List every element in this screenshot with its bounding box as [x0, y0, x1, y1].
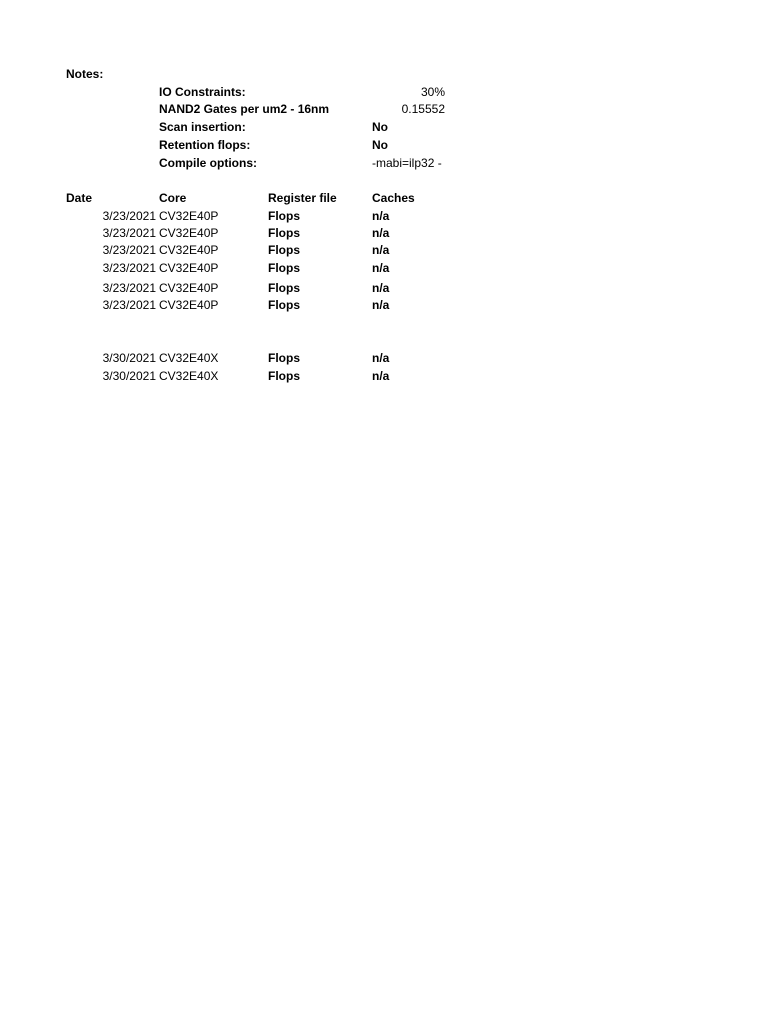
table-row-caches: n/a — [372, 243, 390, 257]
table-row-register-file: Flops — [268, 226, 300, 240]
table-row-core: CV32E40P — [159, 243, 219, 257]
table-row-date: 3/23/2021 — [102, 281, 156, 295]
table-row-date: 3/23/2021 — [102, 226, 156, 240]
table-row-register-file: Flops — [268, 351, 300, 365]
table-row-core: CV32E40X — [159, 351, 219, 365]
table-row-caches: n/a — [372, 281, 390, 295]
header-core: Core — [159, 191, 187, 205]
table-row-core: CV32E40P — [159, 298, 219, 312]
table-row-core: CV32E40P — [159, 209, 219, 223]
table-row-register-file: Flops — [268, 369, 300, 383]
table-row-register-file: Flops — [268, 261, 300, 275]
table-row-register-file: Flops — [268, 209, 300, 223]
table-row-caches: n/a — [372, 226, 390, 240]
table-row-caches: n/a — [372, 209, 390, 223]
retention-flops-label: Retention flops: — [159, 138, 251, 152]
table-row-caches: n/a — [372, 261, 390, 275]
io-constraints-label: IO Constraints: — [159, 85, 246, 99]
table-row-date: 3/23/2021 — [102, 261, 156, 275]
table-row-date: 3/30/2021 — [102, 369, 156, 383]
table-row-caches: n/a — [372, 298, 390, 312]
nand2-gates-label: NAND2 Gates per um2 - 16nm — [159, 102, 330, 116]
scan-insertion-value: No — [372, 120, 388, 134]
io-constraints-value: 30% — [420, 85, 445, 99]
header-register-file: Register file — [268, 191, 337, 205]
compile-options-value: -mabi=ilp32 - — [372, 156, 442, 170]
table-row-core: CV32E40P — [159, 281, 219, 295]
table-row-register-file: Flops — [268, 281, 300, 295]
notes-heading: Notes: — [66, 67, 104, 81]
header-date: Date — [66, 191, 93, 205]
compile-options-label: Compile options: — [159, 156, 257, 170]
retention-flops-value: No — [372, 138, 388, 152]
table-row-register-file: Flops — [268, 298, 300, 312]
table-row-core: CV32E40X — [159, 369, 219, 383]
table-row-date: 3/23/2021 — [102, 209, 156, 223]
table-row-caches: n/a — [372, 351, 390, 365]
header-caches: Caches — [372, 191, 415, 205]
scan-insertion-label: Scan insertion: — [159, 120, 246, 134]
table-row-caches: n/a — [372, 369, 390, 383]
table-row-core: CV32E40P — [159, 226, 219, 240]
table-row-register-file: Flops — [268, 243, 300, 257]
table-row-date: 3/23/2021 — [102, 298, 156, 312]
table-row-date: 3/30/2021 — [102, 351, 156, 365]
table-row-date: 3/23/2021 — [102, 243, 156, 257]
table-row-core: CV32E40P — [159, 261, 219, 275]
nand2-gates-value: 0.15552 — [401, 102, 445, 116]
